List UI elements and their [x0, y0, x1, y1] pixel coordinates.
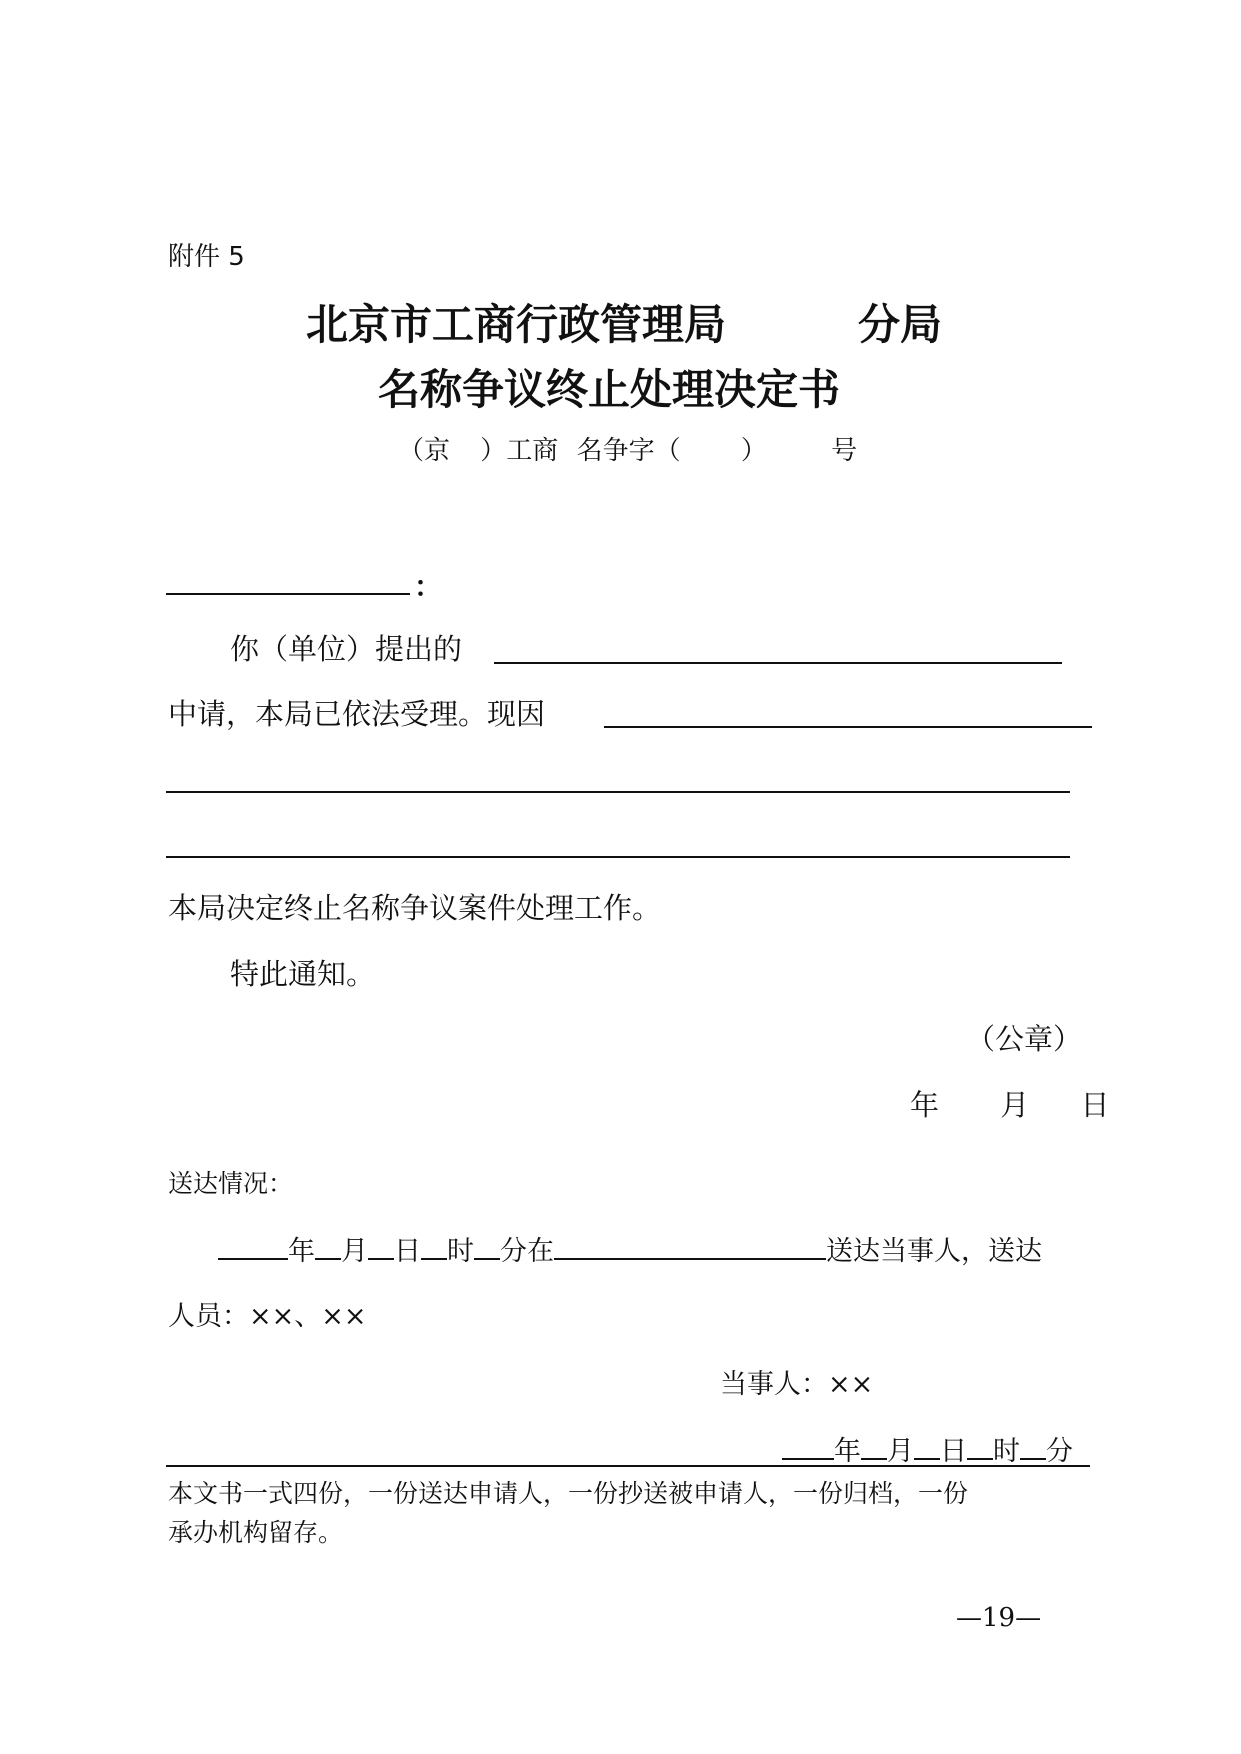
delivery2-minute-blank — [1020, 1428, 1046, 1460]
body-para3: 本局决定终止名称争议案件处理工作。 — [168, 891, 662, 925]
delivery2-hour-blank — [967, 1428, 993, 1460]
body-para2-underline — [604, 726, 1092, 728]
blank-line-2 — [166, 856, 1070, 858]
delivery2-year: 年 — [834, 1436, 861, 1467]
delivery-party: 当事人：×× — [720, 1369, 874, 1400]
delivery-month-blank — [315, 1228, 341, 1260]
footnote-line1: 本文书一式四份，一份送达申请人，一份抄送被申请人，一份归档，一份 — [168, 1479, 969, 1508]
body-para2-text: 中请，本局已依法受理。现因 — [168, 697, 546, 731]
delivery2-minute: 分 — [1046, 1436, 1073, 1467]
delivery2-day-blank — [914, 1428, 940, 1460]
addressee-colon: ： — [414, 570, 443, 603]
body-para1-underline — [494, 662, 1062, 664]
doc-number-close: ） — [740, 436, 767, 466]
title-line2: 名称争议终止处理决定书 — [378, 365, 841, 414]
doc-number — [398, 430, 857, 467]
sign-date-month: 月 — [1000, 1088, 1030, 1122]
sign-date-day: 日 — [1080, 1088, 1110, 1122]
footnote-rule — [166, 1465, 1090, 1467]
delivery-year-blank — [218, 1228, 288, 1260]
footnote-line2: 承办机构留存。 — [168, 1518, 344, 1547]
delivery2-hour: 时 — [993, 1436, 1020, 1467]
delivery-staff: 人员：××、×× — [168, 1301, 367, 1332]
attachment-label: 附件 5 — [168, 242, 245, 272]
seal-label: （公章） — [966, 1022, 1083, 1056]
delivery-datetime-line-2 — [782, 1428, 1073, 1468]
delivery-datetime-line — [218, 1228, 1042, 1268]
delivery-hour-blank — [421, 1228, 447, 1260]
delivery-day: 日 — [394, 1236, 421, 1267]
title-line1-left: 北京市工商行政管理局 — [306, 300, 727, 349]
delivery2-month-blank — [861, 1428, 887, 1460]
title-line1-right: 分局 — [858, 300, 943, 349]
blank-line-1 — [166, 791, 1070, 793]
delivery-minute: 分在 — [500, 1236, 554, 1267]
doc-number-open: （京 — [398, 436, 451, 466]
doc-number-suffix: 号 — [831, 436, 858, 466]
page-number: —19— — [956, 1603, 1042, 1633]
delivery2-year-blank — [782, 1428, 834, 1460]
delivery-year: 年 — [288, 1236, 315, 1267]
doc-number-category: 名争字（ — [576, 436, 681, 466]
delivery-minute-blank — [474, 1228, 500, 1260]
delivery2-month: 月 — [887, 1436, 914, 1467]
doc-number-agency: ）工商 — [480, 436, 559, 466]
delivery-after-location: 送达当事人，送达 — [826, 1236, 1042, 1267]
body-para1-text: 你（单位）提出的 — [230, 632, 463, 666]
body-para4: 特此通知。 — [230, 957, 376, 991]
addressee-underline — [166, 593, 410, 595]
sign-date-year: 年 — [910, 1088, 940, 1122]
delivery-month: 月 — [341, 1236, 368, 1267]
delivery-heading: 送达情况： — [168, 1169, 294, 1198]
delivery-location-blank — [554, 1228, 826, 1260]
delivery2-day: 日 — [940, 1436, 967, 1467]
delivery-day-blank — [368, 1228, 394, 1260]
sign-date — [910, 1083, 1109, 1124]
delivery-hour: 时 — [447, 1236, 474, 1267]
